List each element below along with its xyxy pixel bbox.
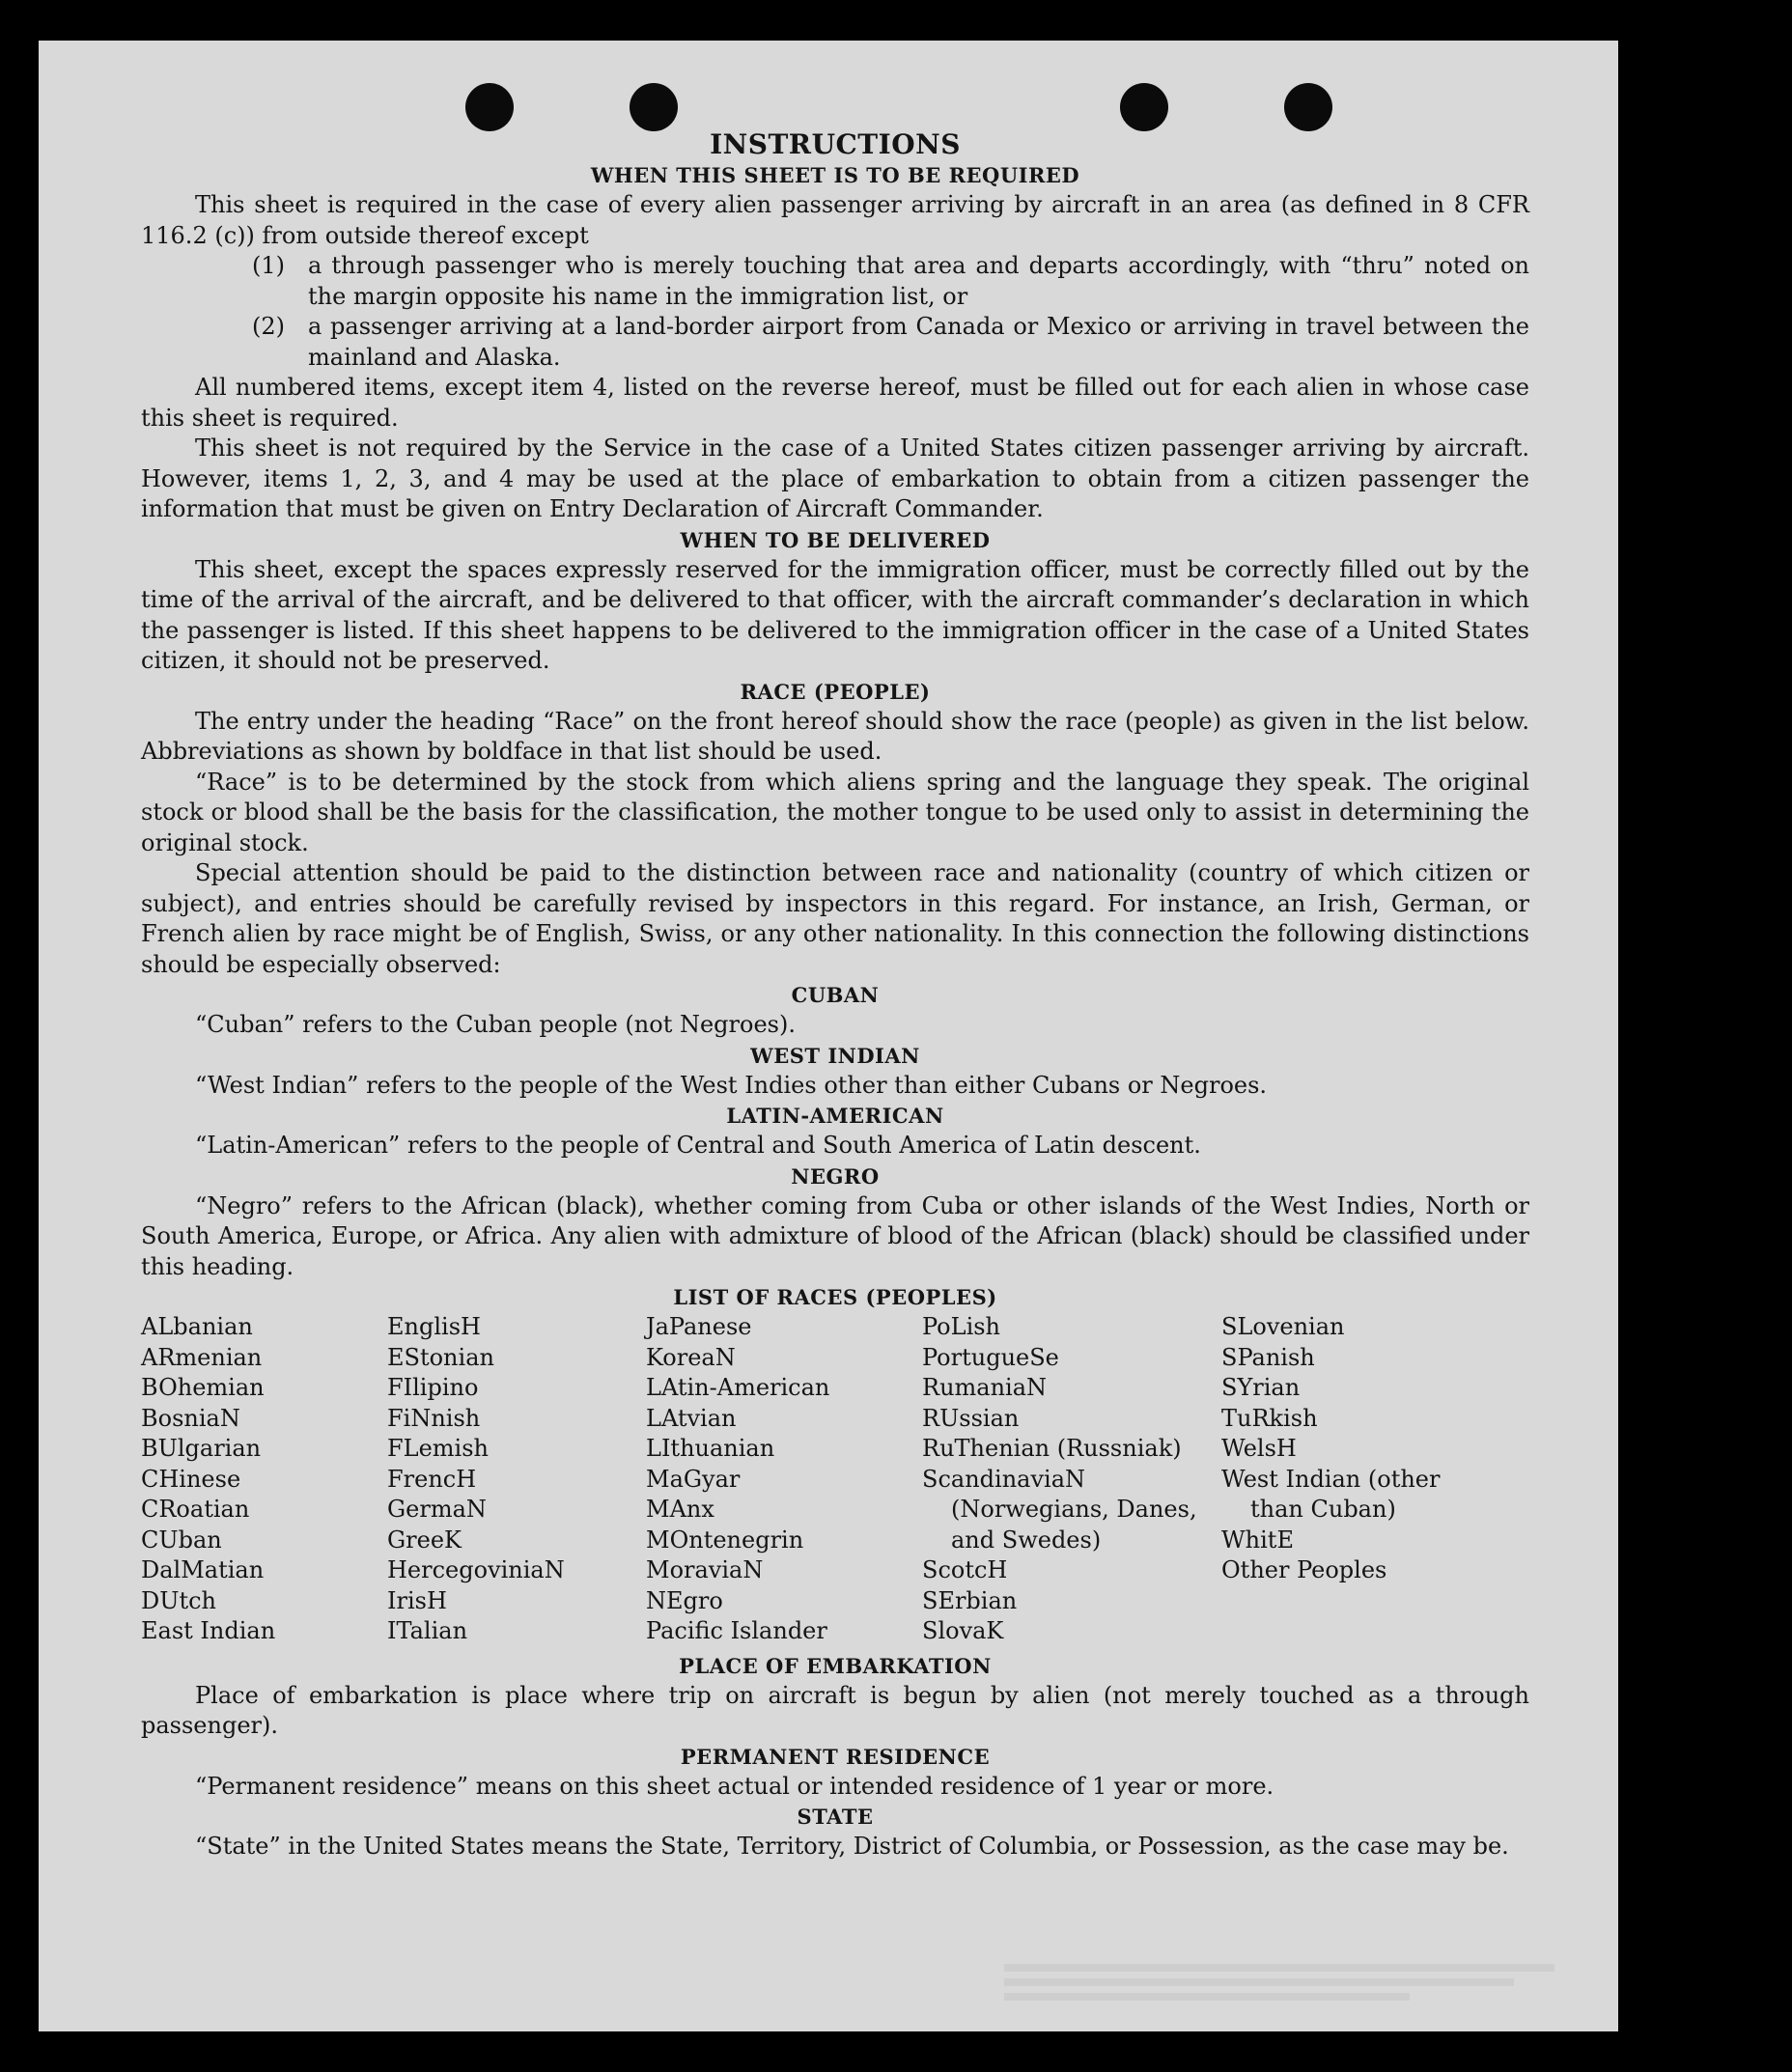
exception-text: a through passenger who is merely touching that area and departs accordingly, with “thru” noted on the margin opposite his name in the immigration list, or — [308, 252, 1529, 310]
race-entry: SPanish — [1221, 1343, 1315, 1371]
race-entry: CUban — [141, 1526, 222, 1554]
race-entry: LIthuanian — [646, 1435, 775, 1462]
west-indian-text: “West Indian” refers to the people of the West Indies other than either Cubans or Negroes. — [195, 1071, 1268, 1099]
section-heading-embarkation: PLACE OF EMBARKATION — [679, 1653, 992, 1678]
race-entry: CRoatian — [141, 1496, 250, 1523]
race-entry: GreeK — [387, 1526, 462, 1554]
negro-text: “Negro” refers to the African (black), whether coming from Cuba or other islands of the West Indies, North or South America, Europe, or Africa. Any alien with admixture of blood of the African (black) should be classified under this heading. — [141, 1191, 1529, 1280]
state-text: “State” in the United States means the State, Territory, District of Columbia, or Possession, as the case may be. — [195, 1833, 1509, 1860]
race-entry: East Indian — [141, 1617, 276, 1644]
bleed-through-footer — [1004, 1957, 1583, 2015]
race-entry: IrisH — [387, 1586, 447, 1614]
race-paragraph-1: The entry under the heading “Race” on the front hereof should show the race (people) as given in the list below. Abbreviations as shown by boldface in that list should be used. — [141, 707, 1529, 765]
race-paragraph-3: Special attention should be paid to the distinction between race and nationality (country of which citizen or subject), and entries should be carefully revised by inspectors in this regard. For instance, an Irish, German, or French alien by race might be of English, Swiss, or any other nationality. In this connection the following distinctions should be especially observed: — [141, 859, 1529, 978]
race-paragraph-2: “Race” is to be determined by the stock from which aliens spring and the language they speak. The original stock or blood shall be the basis for the classification, the mother tongue to be used only to assist in determining the original stock. — [141, 768, 1529, 856]
punch-hole — [465, 83, 514, 131]
race-entry: SYrian — [1221, 1374, 1301, 1401]
punch-hole — [630, 83, 678, 131]
exception-text: a passenger arriving at a land-border airport from Canada or Mexico or arriving in travel between the mainland and Alaska. — [308, 313, 1529, 371]
when-required-intro: This sheet is required in the case of every alien passenger arriving by aircraft in an area (as defined in 8 CFR 116.2 (c)) from outside thereof except — [141, 191, 1529, 249]
race-entry: FIlipino — [387, 1374, 479, 1401]
race-entry: LAtvian — [646, 1404, 737, 1432]
race-entry: EStonian — [387, 1343, 494, 1371]
race-entry: FiNnish — [387, 1404, 481, 1432]
races-column — [1221, 1312, 1472, 1647]
race-entry: MOntenegrin — [646, 1526, 804, 1554]
race-entry: SErbian — [922, 1586, 1018, 1614]
section-heading-negro: NEGRO — [791, 1163, 880, 1189]
race-entry: FrencH — [387, 1465, 477, 1493]
race-entry: SlovaK — [922, 1617, 1004, 1644]
race-entry: KoreaN — [646, 1343, 736, 1371]
race-entry: RuThenian (Russniak) — [922, 1435, 1182, 1462]
races-column — [646, 1312, 922, 1647]
section-heading-cuban: CUBAN — [791, 983, 880, 1007]
section-heading-when-delivered: WHEN TO BE DELIVERED — [680, 527, 991, 552]
race-entry: Other Peoples — [1221, 1556, 1387, 1583]
race-entry: BosniaN — [141, 1404, 240, 1432]
race-entry: PoLish — [922, 1313, 1001, 1340]
latin-american-text: “Latin-American” refers to the people of Central and South America of Latin descent. — [195, 1132, 1201, 1159]
race-entry: MAnx — [646, 1496, 714, 1523]
residence-text: “Permanent residence” means on this sheet actual or intended residence of 1 year or more. — [195, 1772, 1274, 1800]
race-entry: Pacific Islander — [646, 1617, 827, 1644]
race-entry: LAtin-American — [646, 1374, 830, 1401]
race-entry: ScandinaviaN (Norwegians, Danes, and Swedes) — [922, 1465, 1197, 1554]
race-entry: BUlgarian — [141, 1435, 262, 1462]
race-entry: WhitE — [1221, 1526, 1294, 1554]
section-heading-list-of-races: LIST OF RACES (PEOPLES) — [673, 1285, 997, 1309]
race-entry: TuRkish — [1221, 1404, 1318, 1432]
race-entry: ARmenian — [141, 1343, 263, 1371]
race-entry: WelsH — [1221, 1435, 1297, 1462]
race-entry: DUtch — [141, 1586, 217, 1614]
exception-number: (1) — [252, 252, 285, 279]
section-heading-west-indian: WEST INDIAN — [750, 1043, 920, 1068]
race-entry: ITalian — [387, 1617, 468, 1644]
race-entry: MoraviaN — [646, 1556, 764, 1583]
document-sheet — [39, 41, 1618, 2031]
instructions-body — [141, 129, 1529, 1862]
races-column — [141, 1312, 387, 1647]
race-entry: CHinese — [141, 1465, 241, 1493]
embarkation-text: Place of embarkation is place where trip on aircraft is begun by alien (not merely touched as a through passenger). — [141, 1681, 1529, 1739]
race-entry: MaGyar — [646, 1465, 741, 1493]
numbered-items-paragraph: All numbered items, except item 4, listed on the reverse hereof, must be filled out for each alien in whose case this sheet is required. — [141, 374, 1529, 432]
citizen-paragraph: This sheet is not required by the Service in the case of a United States citizen passenger arriving by aircraft. However, items 1, 2, 3, and 4 may be used at the place of embarkation to obtain from a citizen passenger the information that must be given on Entry Declaration of Aircraft Commander. — [141, 434, 1529, 522]
section-heading-state: STATE — [797, 1805, 874, 1829]
punch-hole — [1120, 83, 1168, 131]
race-entry: ScotcH — [922, 1556, 1008, 1583]
race-entry: West Indian (other than Cuban) — [1221, 1465, 1441, 1523]
punch-hole — [1284, 83, 1332, 131]
race-entry: HercegoviniaN — [387, 1556, 565, 1583]
race-entry: NEgro — [646, 1586, 723, 1614]
races-column — [922, 1312, 1221, 1647]
cuban-text: “Cuban” refers to the Cuban people (not Negroes). — [195, 1011, 796, 1038]
race-entry: JaPanese — [646, 1313, 752, 1340]
section-heading-latin-american: LATIN-AMERICAN — [726, 1104, 944, 1128]
races-column — [387, 1312, 646, 1647]
section-heading-residence: PERMANENT RESIDENCE — [680, 1744, 991, 1769]
page-title: INSTRUCTIONS — [710, 128, 961, 160]
race-entry: PortugueSe — [922, 1343, 1059, 1371]
when-delivered-text: This sheet, except the spaces expressly reserved for the immigration officer, must be correctly filled out by the time of the arrival of the aircraft, and be delivered to that officer, with the aircraft commander’s declaration in which the passenger is listed. If this sheet happens to be delivered to the immigration officer in the case of a United States citizen, it should not be preserved. — [141, 555, 1529, 674]
section-heading-when-required: WHEN THIS SHEET IS TO BE REQUIRED — [590, 163, 1080, 187]
exception-number: (2) — [252, 313, 285, 340]
race-entry: ALbanian — [141, 1313, 253, 1340]
races-list — [141, 1312, 1529, 1647]
section-heading-race: RACE (PEOPLE) — [740, 679, 931, 704]
race-entry: GermaN — [387, 1496, 487, 1523]
race-entry: DalMatian — [141, 1556, 265, 1583]
race-entry: EnglisH — [387, 1313, 481, 1340]
exception-item — [141, 251, 1529, 312]
race-entry: RumaniaN — [922, 1374, 1048, 1401]
race-entry: RUssian — [922, 1404, 1020, 1432]
exception-item — [141, 312, 1529, 373]
race-entry: BOhemian — [141, 1374, 265, 1401]
race-entry: SLovenian — [1221, 1313, 1345, 1340]
race-entry: FLemish — [387, 1435, 489, 1462]
